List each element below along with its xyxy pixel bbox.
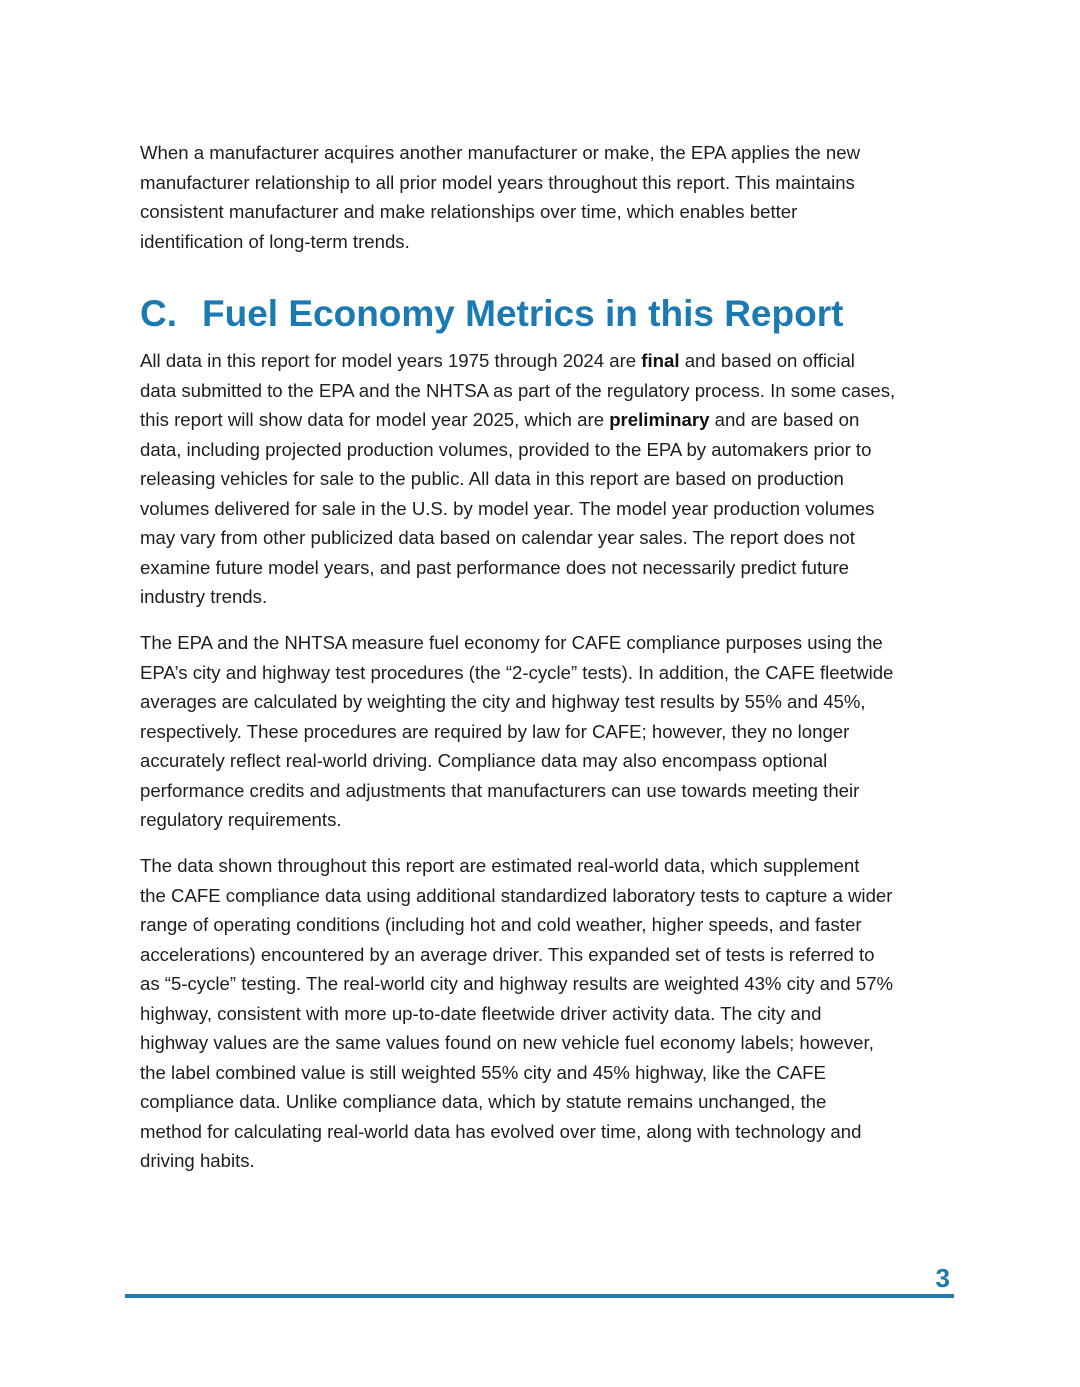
text-segment: manufacturer relationship to all prior model years throughout this report. This maintains <box>140 171 855 193</box>
text-segment: regulatory requirements. <box>140 809 342 830</box>
text-segment: the label combined value is still weighted 55% city and 45% highway, like the CAFE <box>140 1061 826 1083</box>
text-segment: highway values are the same values found on new vehicle fuel economy labels; however, <box>140 1032 874 1053</box>
text-segment: highway, consistent with more up-to-date fleetwide driver activity data. The city and <box>140 1002 822 1024</box>
text-line <box>140 658 960 688</box>
bold-text: preliminary <box>609 409 710 430</box>
text-line <box>140 405 960 435</box>
text-segment: The EPA and the NHTSA measure fuel economy for CAFE compliance purposes using the <box>140 632 883 653</box>
text-segment: as “5-cycle” testing. The real-world city and highway results are weighted 43% city and 57% <box>140 973 894 994</box>
text-line <box>140 717 960 747</box>
section-title: Fuel Economy Metrics in this Report <box>202 293 844 334</box>
text-segment: releasing vehicles for sale to the public. All data in this report are based on production <box>140 468 844 489</box>
text-segment: accelerations) encountered by an average driver. This expanded set of tests is referred to <box>140 943 875 965</box>
text-line <box>140 687 960 717</box>
text-line <box>140 1146 960 1176</box>
text-segment: compliance data. Unlike compliance data, which by statute remains unchanged, the <box>140 1091 827 1112</box>
text-line <box>140 523 960 553</box>
text-line <box>140 464 960 494</box>
text-line <box>140 138 960 168</box>
text-segment: may vary from other publicized data based on calendar year sales. The report does not <box>140 527 855 548</box>
text-segment: industry trends. <box>140 586 268 607</box>
text-line <box>140 969 960 999</box>
text-segment: averages are calculated by weighting the city and highway test results by 55% and 45%, <box>140 691 866 712</box>
text-line <box>140 910 960 940</box>
text-line <box>140 805 960 835</box>
text-segment: examine future model years, and past performance does not necessarily predict future <box>140 556 850 578</box>
text-segment: and based on official <box>679 350 855 371</box>
text-segment: driving habits. <box>140 1150 255 1171</box>
text-line <box>140 227 960 257</box>
paragraph-manufacturer-relationships <box>140 138 960 256</box>
text-line <box>140 168 960 198</box>
text-segment: performance credits and adjustments that manufacturers can use towards meeting their <box>140 779 860 801</box>
section-letter: C. <box>140 293 177 334</box>
bold-text: final <box>641 350 680 371</box>
text-segment: accurately reflect real-world driving. Compliance data may also encompass optional <box>140 750 828 771</box>
text-segment: The data shown throughout this report are estimated real-world data, which supplement <box>140 855 860 876</box>
text-line <box>140 582 960 612</box>
text-line <box>140 851 960 881</box>
section-heading <box>140 292 843 336</box>
footer-rule <box>125 1294 954 1298</box>
text-line <box>140 746 960 776</box>
text-line <box>140 881 960 911</box>
text-segment: identification of long-term trends. <box>140 230 410 252</box>
text-line <box>140 776 960 806</box>
paragraph-cafe-compliance <box>140 628 960 835</box>
text-segment: consistent manufacturer and make relationships over time, which enables better <box>140 201 798 222</box>
text-segment: EPA’s city and highway test procedures (the “2-cycle” tests). In addition, the CAFE fleetwide <box>140 661 894 683</box>
text-line <box>140 1058 960 1088</box>
text-segment: this report will show data for model year 2025, which are <box>140 409 610 430</box>
text-line <box>140 1087 960 1117</box>
text-line <box>140 376 960 406</box>
text-line <box>140 346 960 376</box>
text-line <box>140 435 960 465</box>
text-line <box>140 1028 960 1058</box>
paragraph-data-final-preliminary <box>140 346 960 612</box>
text-line <box>140 940 960 970</box>
text-segment: data submitted to the EPA and the NHTSA as part of the regulatory process. In some cases, <box>140 379 896 401</box>
text-line <box>140 197 960 227</box>
text-segment: All data in this report for model years 1975 through 2024 are <box>140 350 642 371</box>
text-line <box>140 1117 960 1147</box>
paragraph-real-world-data <box>140 851 960 1176</box>
text-segment: and are based on <box>709 409 860 430</box>
text-line <box>140 628 960 658</box>
page-number: 3 <box>935 1263 950 1293</box>
text-line <box>140 494 960 524</box>
text-line <box>140 999 960 1029</box>
text-segment: range of operating conditions (including hot and cold weather, higher speeds, and faster <box>140 914 862 935</box>
text-line <box>140 553 960 583</box>
text-segment: method for calculating real-world data has evolved over time, along with technology and <box>140 1120 862 1142</box>
text-segment: data, including projected production volumes, provided to the EPA by automakers prior to <box>140 438 872 460</box>
text-segment: volumes delivered for sale in the U.S. by model year. The model year production volumes <box>140 497 875 519</box>
text-segment: the CAFE compliance data using additional standardized laboratory tests to capture a wider <box>140 884 893 906</box>
text-segment: respectively. These procedures are required by law for CAFE; however, they no longer <box>140 720 850 742</box>
text-segment: When a manufacturer acquires another manufacturer or make, the EPA applies the new <box>140 142 861 163</box>
